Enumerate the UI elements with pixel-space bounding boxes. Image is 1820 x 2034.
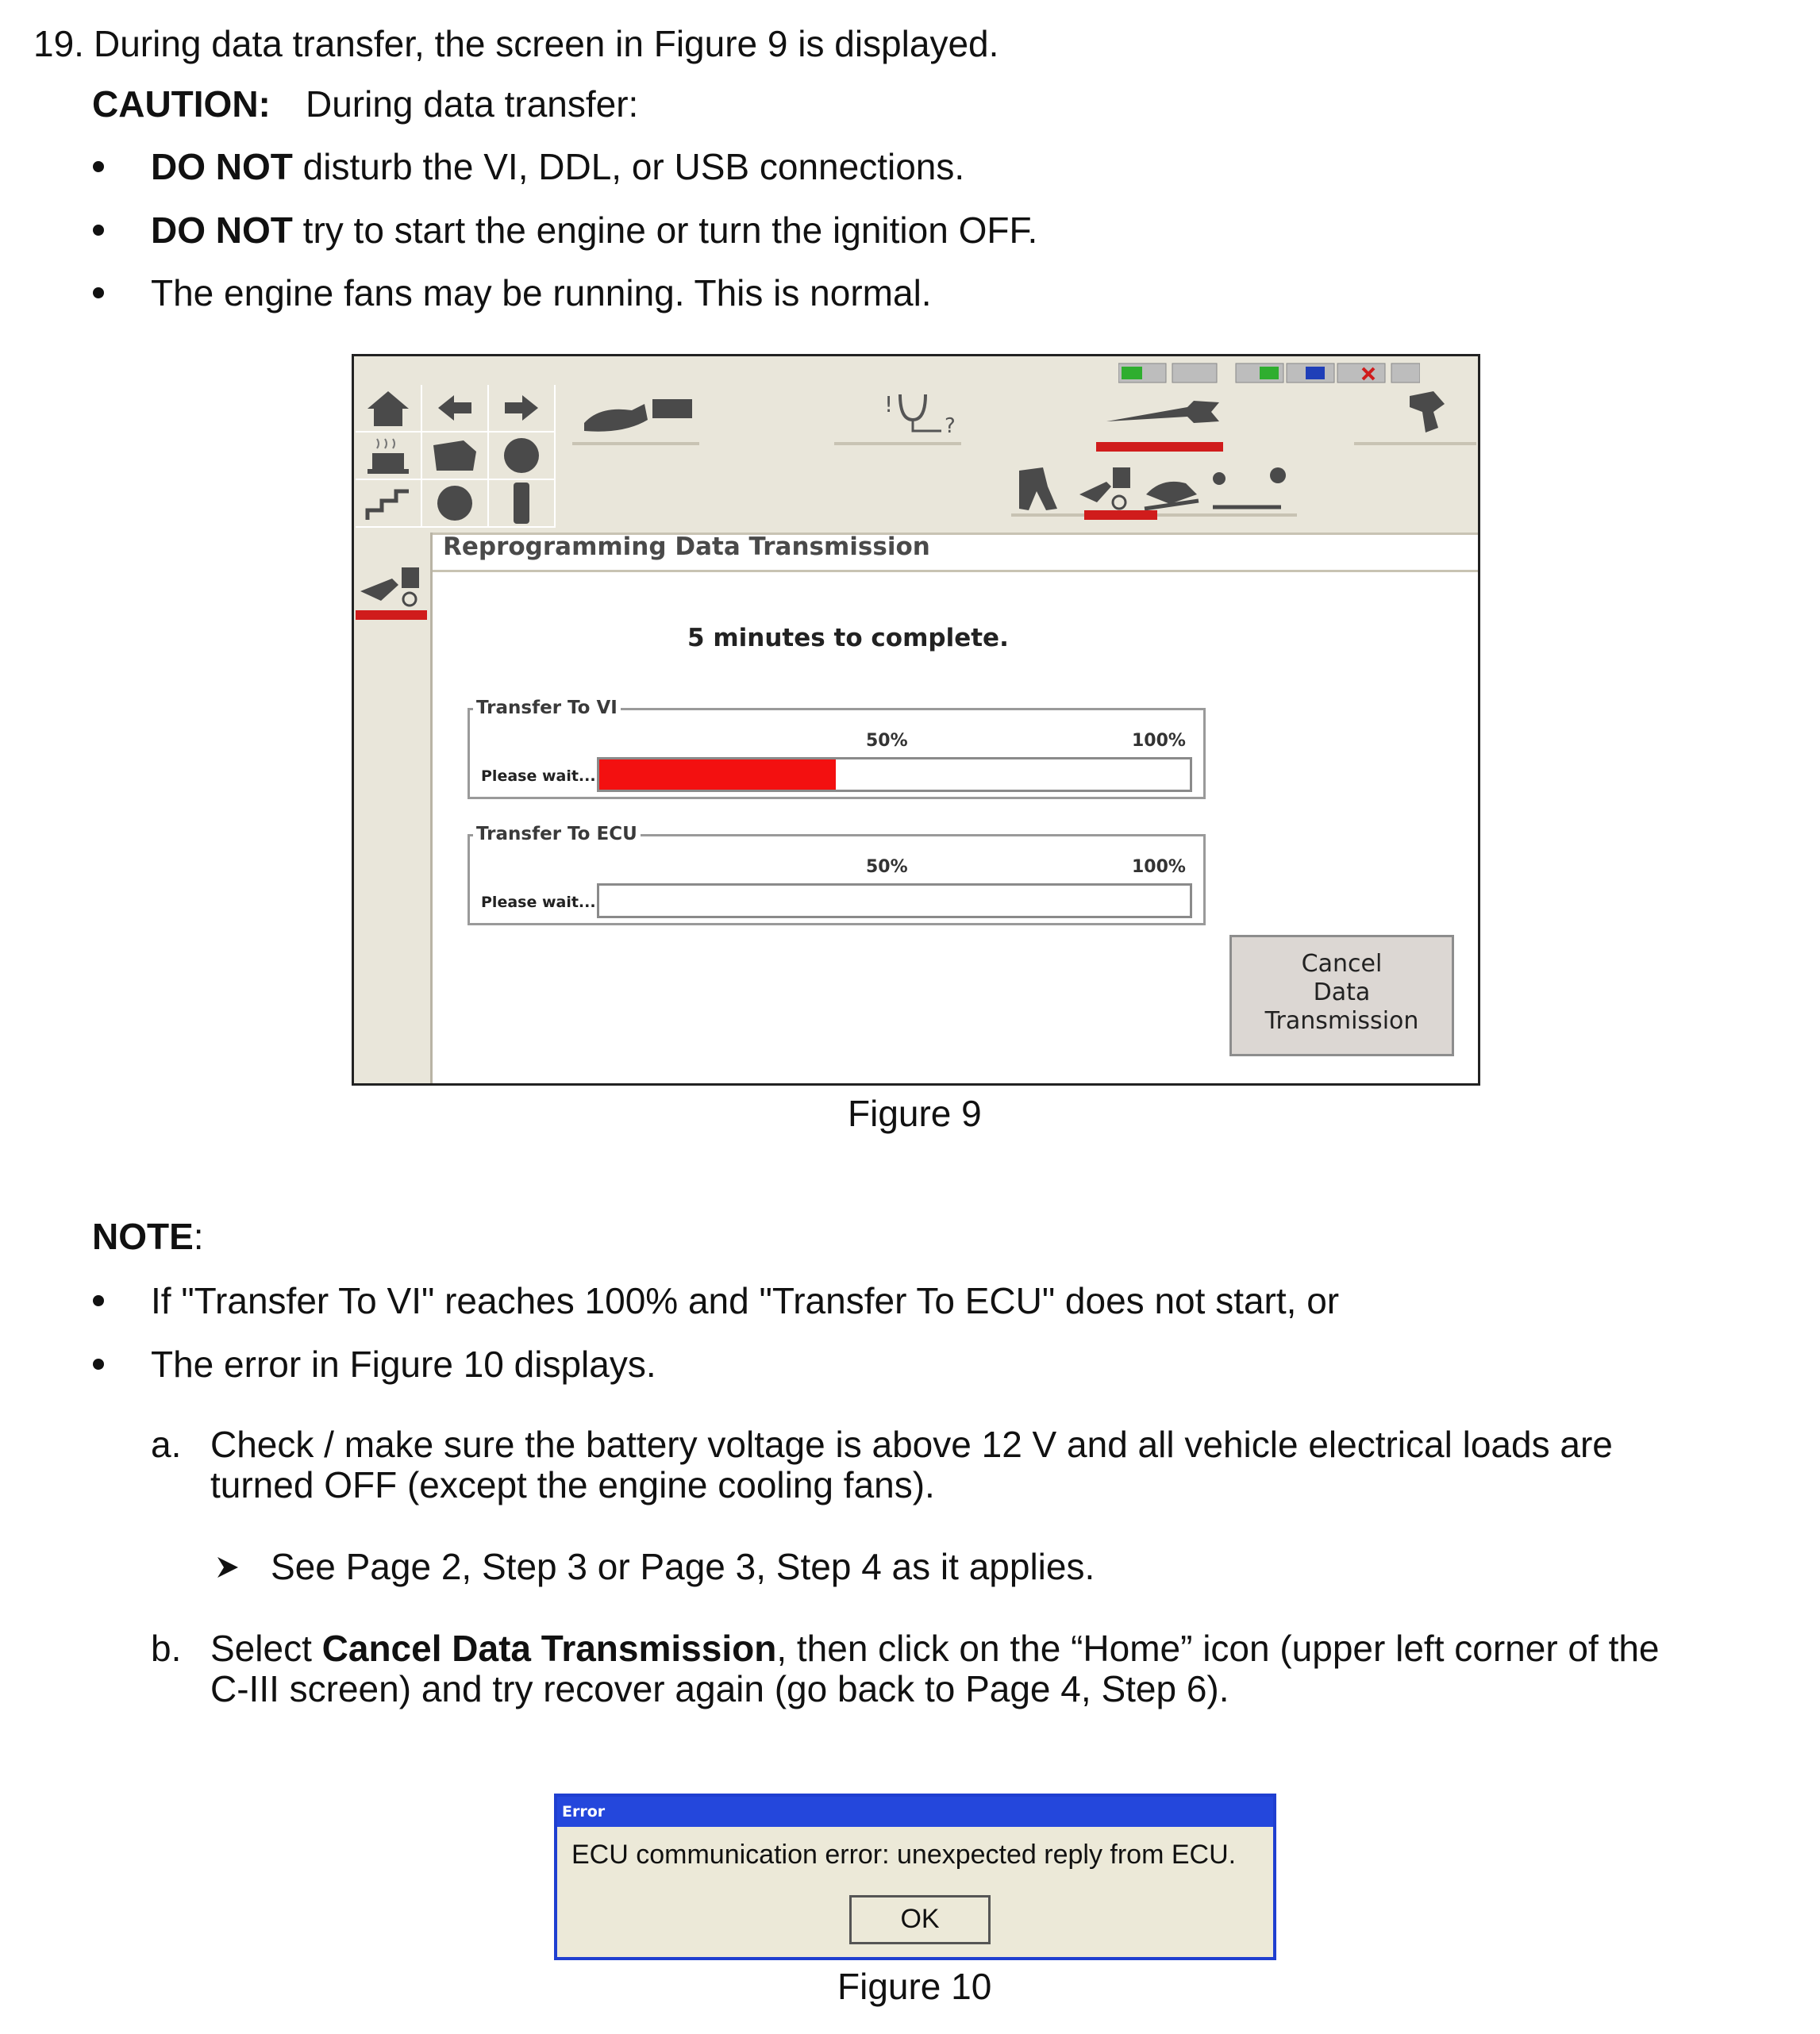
svg-text:!: ! (884, 391, 894, 417)
item-a-line-2: turned OFF (except the engine cooling fans). (210, 1464, 935, 1505)
error-message: ECU communication error: unexpected reply from ECU. (571, 1840, 1237, 1870)
round-icon[interactable] (422, 480, 489, 528)
bar-icon[interactable] (489, 480, 556, 528)
ok-button[interactable]: OK (849, 1895, 991, 1944)
note-bullet-2: The error in Figure 10 displays. (151, 1344, 656, 1385)
arrow-bullet-icon (214, 1554, 241, 1585)
heater-icon[interactable] (356, 433, 422, 480)
sub-bullet-text: See Page 2, Step 3 or Page 3, Step 4 as it applies. (271, 1546, 1095, 1587)
status-label: Please wait... (481, 894, 596, 911)
cancel-data-transmission-button[interactable] (1229, 935, 1454, 1056)
mid-percent-label: 50% (866, 731, 908, 751)
item-a-marker: a. (151, 1424, 182, 1465)
step-text: During data transfer, the screen in Figure 9 is displayed. (94, 23, 999, 64)
sidebar-active-indicator (356, 610, 427, 620)
status-label: Please wait... (481, 767, 596, 785)
caution-bullet-2: DO NOT try to start the engine or turn the ignition OFF. (151, 210, 1038, 251)
mid-percent-label: 50% (866, 857, 908, 877)
sidebar-divider (430, 533, 433, 1086)
caution-label: CAUTION: (92, 83, 271, 125)
vehicle-icon[interactable] (576, 388, 695, 439)
tab-underline (1354, 442, 1476, 445)
group-label: Transfer To VI (473, 698, 621, 718)
item-b-marker: b. (151, 1628, 182, 1669)
reprogramming-side-icon[interactable] (357, 564, 424, 609)
cancel-button-line: Transmission (1264, 1007, 1419, 1035)
bullet-dot (93, 161, 104, 172)
forward-arrow-icon[interactable] (489, 385, 556, 433)
progress-fill (599, 759, 836, 790)
caution-bullet-3: The engine fans may be running. This is normal. (151, 272, 932, 313)
status-indicator-icon (1118, 362, 1420, 384)
tab-underline (572, 442, 699, 445)
figure-10-error-dialog (554, 1794, 1276, 1960)
transfer-to-ecu-progress-bar (597, 883, 1192, 918)
reprogramming-icon[interactable] (1100, 391, 1227, 439)
bullet-dot (93, 1359, 104, 1370)
page-title: Reprogramming Data Transmission (443, 533, 930, 561)
back-arrow-icon[interactable] (422, 385, 489, 433)
caution-bullet-1: DO NOT disturb the VI, DDL, or USB connections. (151, 146, 965, 187)
item-b-line-1: Select Cancel Data Transmission, then click on the “Home” icon (upper left corner of the (210, 1628, 1660, 1669)
engine-icon[interactable] (422, 433, 489, 480)
tab-underline (834, 442, 961, 445)
diagnosis-icon[interactable] (862, 388, 981, 439)
dialog-title: Error (562, 1803, 606, 1821)
bullet-dot (93, 225, 104, 236)
bullet-dot (93, 1295, 104, 1306)
cancel-button-line: Cancel (1301, 950, 1383, 978)
dialog-titlebar (557, 1797, 1273, 1827)
bullet-dot (93, 287, 104, 298)
transfer-to-vi-progress-bar (597, 757, 1192, 792)
active-sub-tab-indicator (1084, 510, 1157, 520)
active-tab-indicator (1096, 442, 1223, 452)
svg-text:?: ? (945, 414, 956, 438)
step-number: 19. (33, 23, 84, 64)
item-a-line-1: Check / make sure the battery voltage is above 12 V and all vehicle electrical loads are (210, 1424, 1613, 1465)
home-icon[interactable] (356, 385, 422, 433)
note-label: NOTE: (92, 1216, 204, 1257)
caution-text: During data transfer: (306, 83, 639, 125)
stairs-icon[interactable] (356, 480, 422, 528)
note-bullet-1: If "Transfer To VI" reaches 100% and "Transfer To ECU" does not start, or (151, 1280, 1340, 1321)
cancel-button-line: Data (1313, 979, 1371, 1006)
group-label: Transfer To ECU (473, 824, 641, 844)
end-percent-label: 100% (1132, 731, 1186, 751)
help-icon[interactable] (1378, 388, 1473, 439)
time-remaining: 5 minutes to complete. (687, 624, 1009, 652)
item-b-line-2: C-III screen) and try recover again (go back to Page 4, Step 6). (210, 1668, 1229, 1709)
circle-icon[interactable] (489, 433, 556, 480)
end-percent-label: 100% (1132, 857, 1186, 877)
figure-9-screenshot (352, 354, 1480, 1086)
figure-9-caption: Figure 9 (848, 1093, 982, 1134)
figure-10-caption: Figure 10 (837, 1966, 992, 2007)
